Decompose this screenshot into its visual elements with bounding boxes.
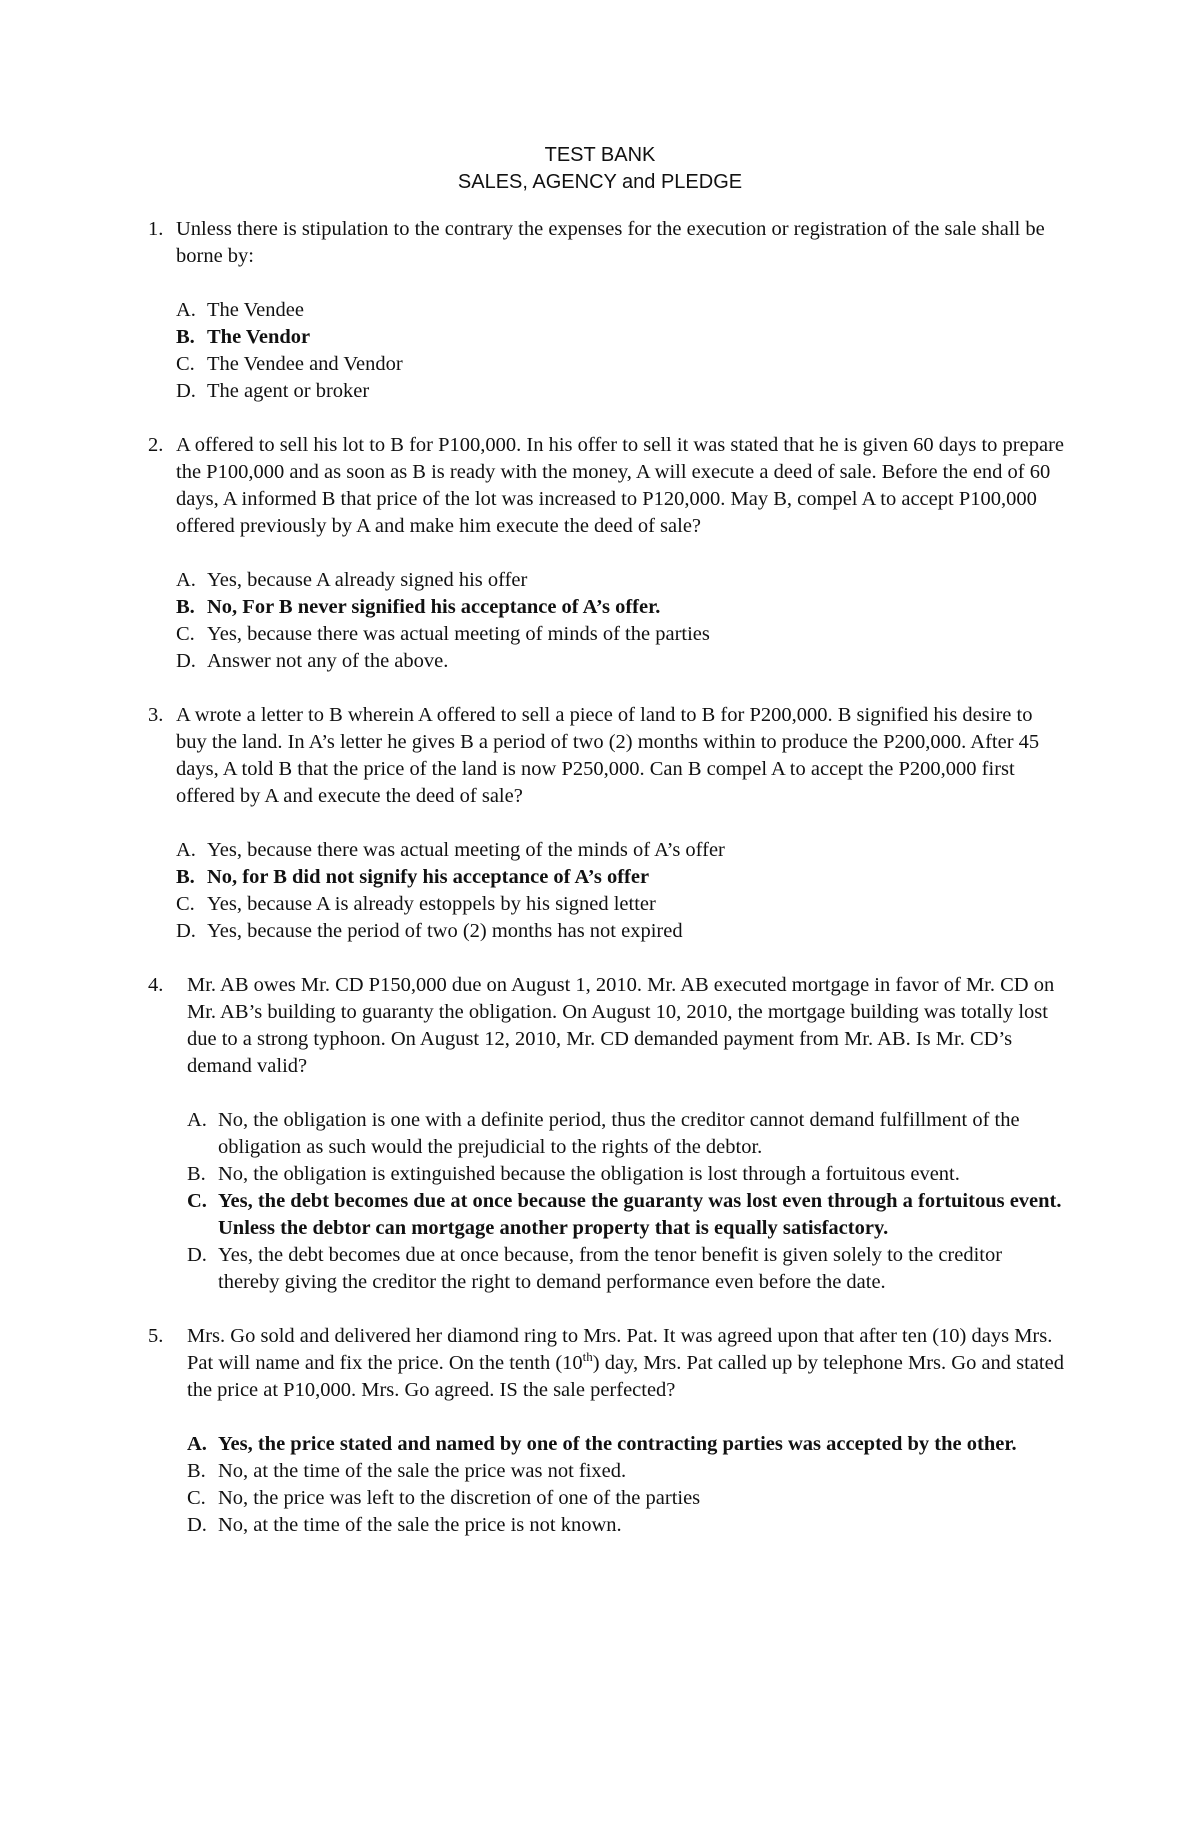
option-a [187, 1107, 1064, 1161]
option-letter: A. [176, 569, 196, 591]
question-text: A offered to sell his lot to B for P100,000. In his offer to sell it was stated that he is given 60 days to prepare the P100,000 and as soon as B is ready with the money, A will execute a deed of sale. Before the end of 60 days, A informed B that price of the lot was increased to P120,000. May B, compel A to accept P100,000 offered previously by A and make him execute the deed of sale? [176, 434, 1064, 537]
option-text: Yes, because A is already estoppels by his signed letter [207, 893, 656, 915]
option-text: Yes, because the period of two (2) months has not expired [207, 920, 683, 942]
question-text: Unless there is stipulation to the contrary the expenses for the execution or registration of the sale shall be borne by: [176, 218, 1045, 267]
question-4 [148, 972, 1064, 1296]
question-text [187, 1323, 1064, 1404]
answer-options [176, 297, 1064, 405]
question-number: 5. [148, 1325, 164, 1347]
option-d [176, 648, 1064, 675]
option-d [176, 378, 1064, 405]
option-a [176, 297, 1064, 324]
option-d [187, 1512, 1064, 1539]
option-b-correct [176, 324, 1064, 351]
option-letter: D. [176, 380, 196, 402]
option-b [187, 1458, 1064, 1485]
option-letter: A. [176, 299, 196, 321]
document-subtitle: SALES, AGENCY and PLEDGE [457, 171, 743, 193]
option-text: Yes, because A already signed his offer [207, 569, 528, 591]
option-b-correct [176, 594, 1064, 621]
question-5 [148, 1323, 1064, 1539]
option-letter: B. [176, 596, 195, 618]
option-b-correct [176, 864, 1064, 891]
option-a-correct [187, 1431, 1064, 1458]
option-d [187, 1242, 1064, 1296]
option-text: No, at the time of the sale the price was not fixed. [218, 1460, 627, 1482]
option-letter: A. [187, 1433, 207, 1455]
question-text: Mr. AB owes Mr. CD P150,000 due on August 1, 2010. Mr. AB executed mortgage in favor of Mr. CD on Mr. AB’s building to guaranty the obligation. On August 10, 2010, the mortgage building was totally lost due to a strong typhoon. On August 12, 2010, Mr. CD demanded payment from Mr. AB. Is Mr. CD’s demand valid? [187, 974, 1055, 1077]
question-3 [148, 702, 1064, 945]
option-text: No, at the time of the sale the price is not known. [218, 1514, 622, 1536]
option-text: Yes, the debt becomes due at once because, from the tenor benefit is given solely to the creditor thereby giving the creditor the right to demand performance even before the date. [218, 1244, 1003, 1293]
answer-options [176, 567, 1064, 675]
option-text: Yes, the debt becomes due at once because the guaranty was lost even through a fortuitous event. Unless the debtor can mortgage another property that is equally satisfactory. [218, 1190, 1062, 1239]
option-letter: B. [187, 1460, 206, 1482]
option-c [176, 891, 1064, 918]
option-letter: C. [187, 1190, 207, 1212]
question-text-part: Mrs. Go sold and delivered her diamond ring to Mrs. Pat. It was agreed upon that after ten (10) days Mrs. Pat will name and fix the price. On the tenth (10 [187, 1325, 1053, 1374]
question-text: A wrote a letter to B wherein A offered to sell a piece of land to B for P200,000. B signified his desire to buy the land. In A’s letter he gives B a period of two (2) months within to produce the P200,000. After 45 days, A told B that the price of the land is now P250,000. Can B compel A to accept the P200,000 first offered by A and execute the deed of sale? [176, 704, 1040, 807]
question-2 [148, 432, 1064, 675]
question-number: 4. [148, 974, 164, 996]
option-letter: D. [176, 650, 196, 672]
question-text-part: ) day, Mrs. Pat called up by telephone Mrs. Go and stated the price at P10,000. Mrs. Go agreed. IS the sale perfected? [187, 1352, 1064, 1401]
option-text: The Vendee [207, 299, 304, 321]
question-1 [148, 216, 1064, 405]
option-c [176, 621, 1064, 648]
option-letter: B. [176, 866, 195, 888]
option-letter: C. [187, 1487, 206, 1509]
option-text: Answer not any of the above. [207, 650, 449, 672]
option-c-correct [187, 1188, 1064, 1242]
option-text: No, the obligation is one with a definite period, thus the creditor cannot demand fulfillment of the obligation as such would the prejudicial to the rights of the debtor. [218, 1109, 1020, 1158]
option-text: No, For B never signified his acceptance of A’s offer. [207, 596, 661, 618]
superscript-text: th [582, 1349, 593, 1365]
question-number: 1. [148, 218, 164, 240]
option-text: No, the obligation is extinguished because the obligation is lost through a fortuitous event. [218, 1163, 960, 1185]
option-letter: D. [187, 1244, 207, 1266]
question-list [148, 216, 1064, 1566]
option-letter: B. [187, 1163, 206, 1185]
question-number: 3. [148, 704, 164, 726]
option-a [176, 837, 1064, 864]
answer-options [187, 1107, 1064, 1296]
document-header [0, 142, 1200, 196]
option-letter: D. [187, 1514, 207, 1536]
option-letter: C. [176, 623, 195, 645]
option-text: Yes, the price stated and named by one of the contracting parties was accepted by the other. [218, 1433, 1017, 1455]
option-c [176, 351, 1064, 378]
answer-options [176, 837, 1064, 945]
option-text: The Vendee and Vendor [207, 353, 403, 375]
option-text: The agent or broker [207, 380, 370, 402]
option-a [176, 567, 1064, 594]
option-text: The Vendor [207, 326, 311, 348]
option-text: Yes, because there was actual meeting of minds of the parties [207, 623, 710, 645]
option-b [187, 1161, 1064, 1188]
option-letter: B. [176, 326, 195, 348]
question-number: 2. [148, 434, 164, 456]
option-c [187, 1485, 1064, 1512]
option-letter: A. [187, 1109, 207, 1131]
option-text: Yes, because there was actual meeting of the minds of A’s offer [207, 839, 725, 861]
option-letter: A. [176, 839, 196, 861]
option-letter: C. [176, 353, 195, 375]
document-title: TEST BANK [544, 144, 656, 166]
option-text: No, for B did not signify his acceptance of A’s offer [207, 866, 650, 888]
option-d [176, 918, 1064, 945]
option-text: No, the price was left to the discretion of one of the parties [218, 1487, 701, 1509]
option-letter: D. [176, 920, 196, 942]
option-letter: C. [176, 893, 195, 915]
answer-options [187, 1431, 1064, 1539]
